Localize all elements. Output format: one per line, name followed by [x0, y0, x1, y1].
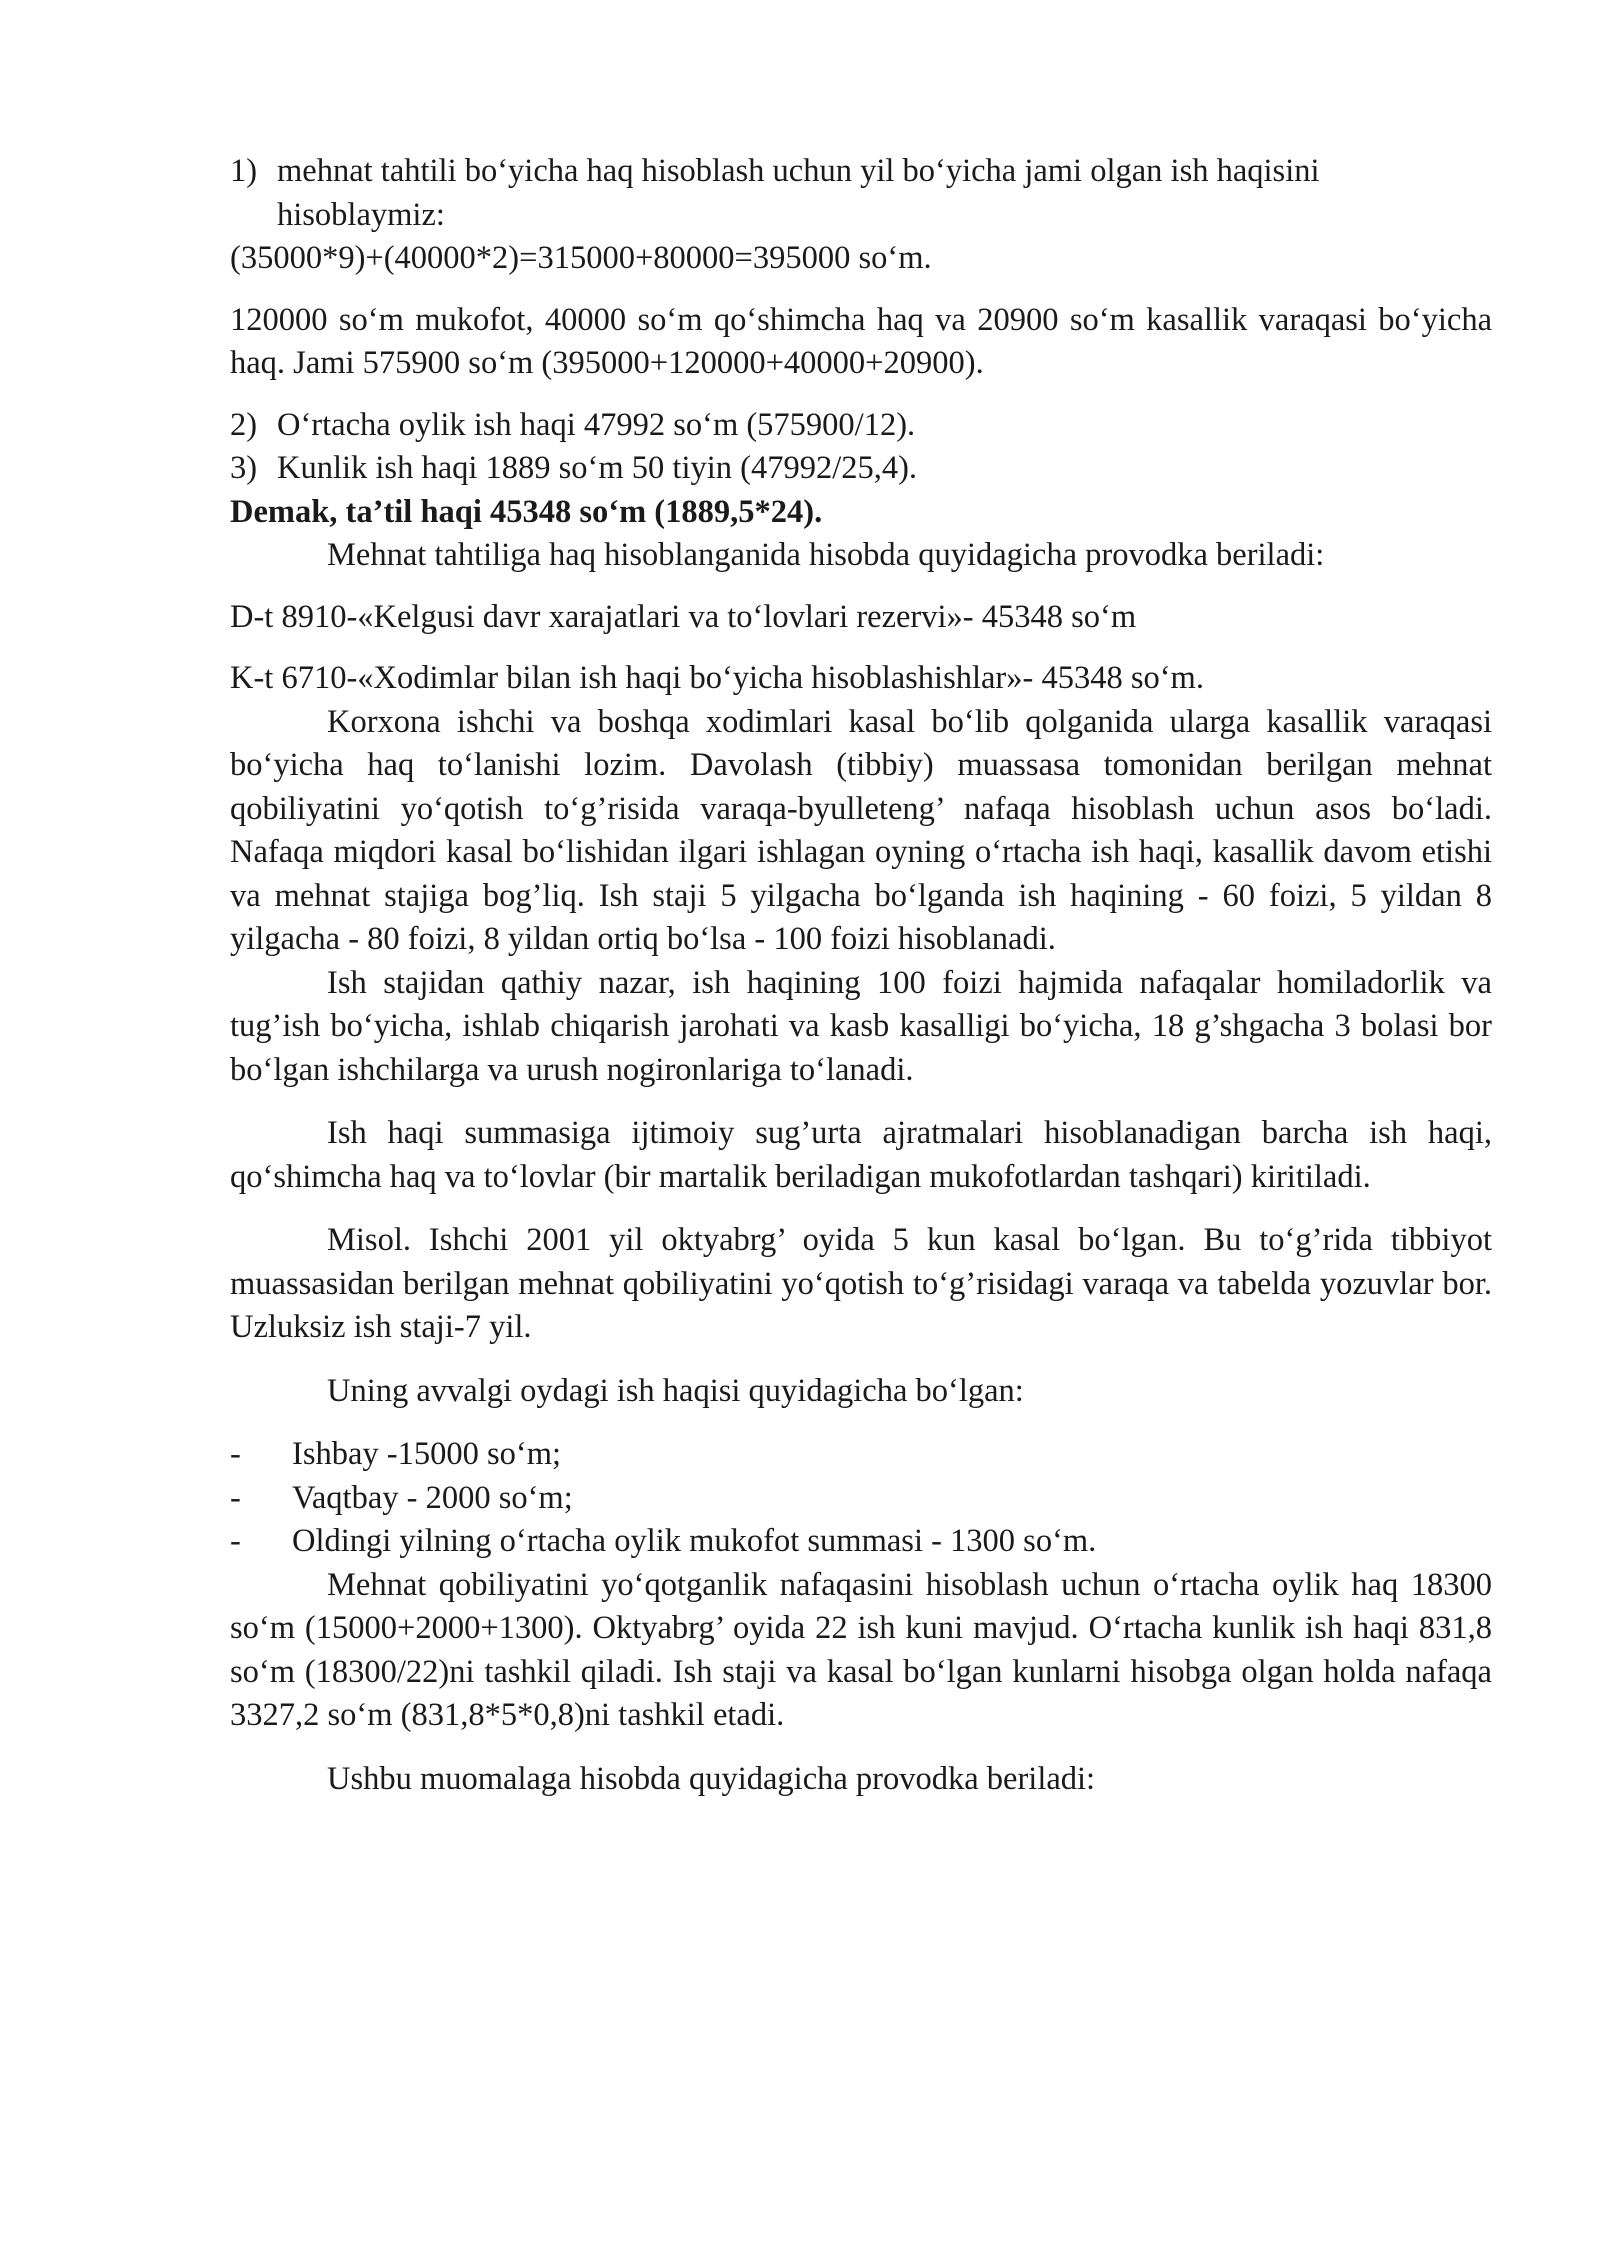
paragraph-summasiga: Ish haqi summasiga ijtimoiy sug’urta ajratmalari hisoblanadigan barcha ish haqi, qo‘shimcha haq va to‘lovlar (bir martalik beriladigan mukofotlardan tashqari) kiritiladi. [230, 1115, 1492, 1195]
paragraph-bonus: 120000 so‘m mukofot, 40000 so‘m qo‘shimcha haq va 20900 so‘m kasallik varaqasi bo‘yicha haq. Jami 575900 so‘m (395000+120000+40000+20900). [230, 301, 1492, 381]
list-text: Kunlik ish haqi 1889 so‘m 50 tiyin (47992/25,4). [277, 450, 918, 486]
salary-item [230, 1520, 1492, 1564]
list-number: 1) [230, 153, 258, 189]
list-text: Ishbay -15000 so‘m; [292, 1436, 561, 1472]
salary-item [230, 1477, 1492, 1521]
debit-entry: D-t 8910-«Kelgusi davr xarajatlari va to‘lovlari rezervi»- 45348 so‘m [230, 598, 1137, 635]
paragraph-misol: Misol. Ishchi 2001 yil oktyabrg’ oyida 5 kun kasal bo‘lgan. Bu to‘g’rida tibbiyot muassasidan berilgan mehnat qobiliyatini yo‘qotish to‘g’risidagi varaqa va tabelda yozuvlar bor. Uzluksiz ish staji-7 yil. [230, 1222, 1492, 1345]
document-page [230, 150, 1492, 1801]
list-text: mehnat tahtili bo‘yicha haq hisoblash uchun yil bo‘yicha jami olgan ish haqisini hisoblaymiz: [277, 153, 1320, 233]
paragraph-korxona: Korxona ishchi va boshqa xodimlari kasal bo‘lib qolganida ularga kasallik varaqasi bo‘yicha haq to‘lanishi lozim. Davolash (tibbiy) muassasa tomonidan berilgan mehnat qobiliyatini yo‘qotish to‘g’risida varaqa-byulleteng’ nafaqa hisoblash uchun asos bo‘ladi. Nafaqa miqdori kasal bo‘lishidan ilgari ishlagan oyning o‘rtacha ish haqi, kasallik davom etishi va mehnat stajiga bog’liq. Ish staji 5 yilgacha bo‘lganda ish haqining - 60 foizi, 5 yildan 8 yilgacha - 80 foizi, 8 yildan ortiq bo‘lsa - 100 foizi hisoblanadi. [230, 703, 1492, 957]
paragraph-provodka-intro: Mehnat tahtiliga haq hisoblanganida hisobda quyidagicha provodka beriladi: [327, 537, 1325, 573]
list-number: 2) [230, 406, 258, 443]
list-item-2 [230, 404, 1492, 448]
list-item-3 [230, 447, 1492, 491]
list-text: Vaqtbay - 2000 so‘m; [292, 1479, 573, 1516]
conclusion-line: Demak, ta’til haqi 45348 so‘m (1889,5*24). [230, 493, 823, 530]
salary-item [230, 1433, 1492, 1477]
list-text: O‘rtacha oylik ish haqi 47992 so‘m (575900/12). [277, 406, 916, 443]
paragraph-ushbu: Ushbu muomalaga hisobda quyidagicha provodka beriladi: [327, 1760, 1096, 1797]
list-number: 3) [230, 450, 258, 486]
calculation-line: (35000*9)+(40000*2)=315000+80000=395000 so‘m. [230, 240, 932, 276]
credit-entry: K-t 6710-«Xodimlar bilan ish haqi bo‘yicha hisoblashishlar»- 45348 so‘m. [230, 660, 1204, 696]
paragraph-uning: Uning avvalgi oydagi ish haqisi quyidagicha bo‘lgan: [327, 1372, 1024, 1409]
list-dash: - [230, 1523, 241, 1559]
paragraph-stajidan: Ish stajidan qathiy nazar, ish haqining 100 foizi hajmida nafaqalar homiladorlik va tug’ish bo‘yicha, ishlab chiqarish jarohati va kasb kasalligi bo‘yicha, 18 g’shgacha 3 bolasi bor bo‘lgan ishchilarga va urush nogironlariga to‘lanadi. [230, 964, 1492, 1088]
paragraph-nafaqa: Mehnat qobiliyatini yo‘qotganlik nafaqasini hisoblash uchun o‘rtacha oylik haq 18300 so‘m (15000+2000+1300). Oktyabrg’ oyida 22 ish kuni mavjud. O‘rtacha kunlik ish haqi 831,8 so‘m (18300/22)ni tashkil qiladi. Ish staji va kasal bo‘lgan kunlarni hisobga olgan holda nafaqa 3327,2 so‘m (831,8*5*0,8)ni tashkil etadi. [230, 1566, 1492, 1733]
list-item-1 [230, 150, 1492, 237]
list-text: Oldingi yilning o‘rtacha oylik mukofot summasi - 1300 so‘m. [292, 1523, 1097, 1559]
list-dash: - [230, 1479, 241, 1516]
list-dash: - [230, 1436, 241, 1472]
